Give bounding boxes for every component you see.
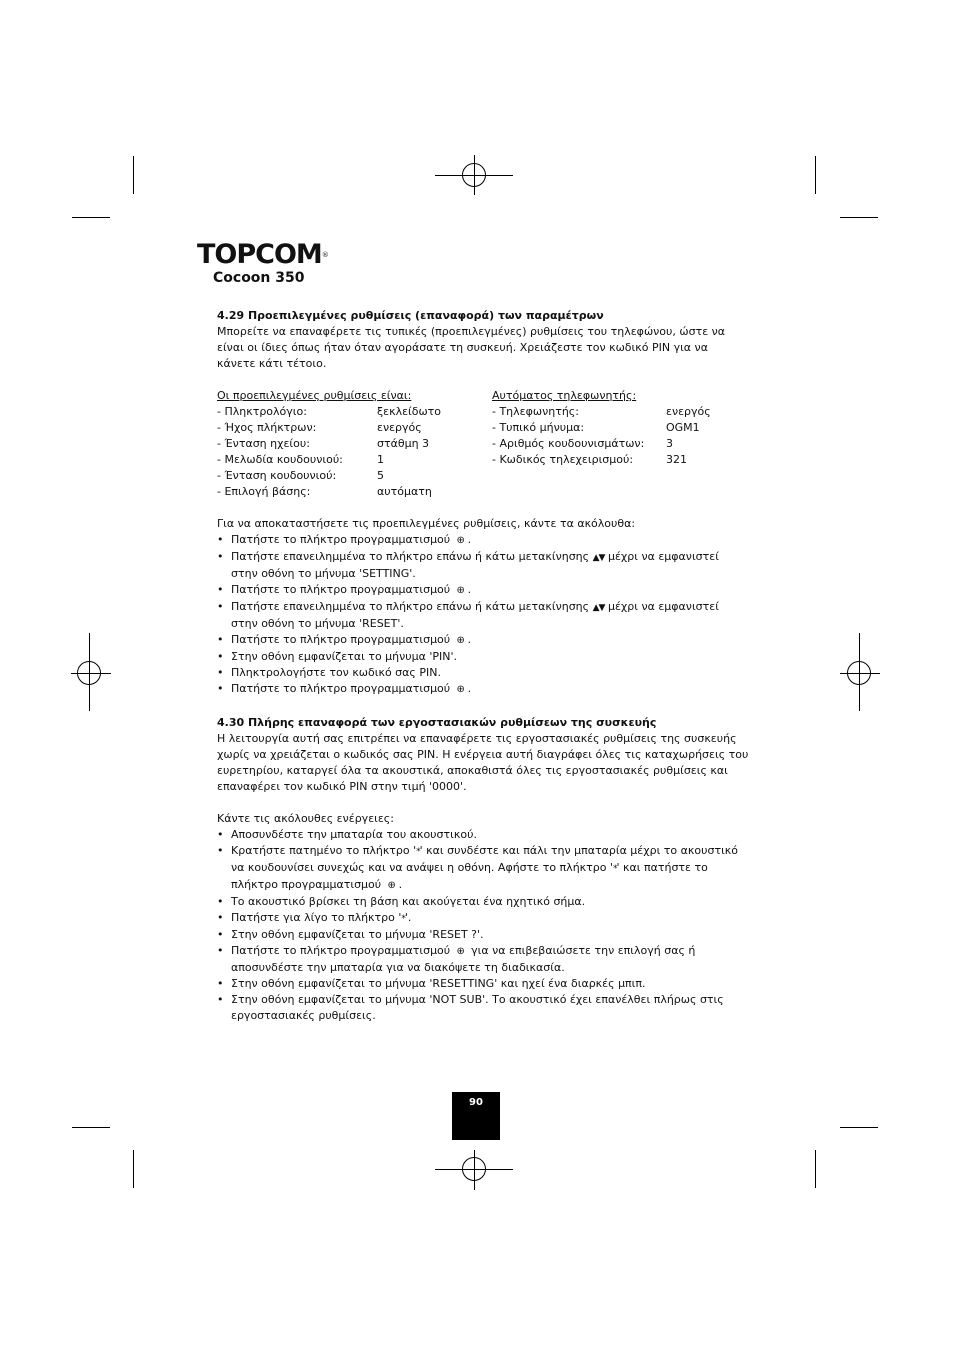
program-key-icon: ⊕ [456,635,465,646]
list-item: • Το ακουστικό βρίσκει τη βάση και ακούγεται ένα ηχητικό σήμα. [217,894,757,910]
setting-key: - Κωδικός τηλεχειρισμού: [492,453,634,466]
setting-key: - Ήχος πλήκτρων: [217,421,317,434]
list-item: • Πατήστε το πλήκτρο προγραμματισμού ⊕ . [217,681,757,698]
paragraph-line: επαναφέρει τον κωδικό PIN στην τιμή '0000'. [217,780,467,793]
setting-key: - Αριθμός κουδουνισμάτων: [492,437,645,450]
program-key-icon: ⊕ [456,946,465,957]
list-item: • Πατήστε για λίγο το πλήκτρο '*'. [217,910,757,927]
program-key-icon: ⊕ [456,684,465,695]
list-item: • Στην οθόνη εμφανίζεται το μήνυμα 'NOT SUB'. Το ακουστικό έχει επανέλθει πλήρως στις εργοστασιακές ρυθμίσεις. [217,992,757,1024]
setting-value: 1 [377,453,384,466]
list-item: • Πατήστε επανειλημμένα το πλήκτρο επάνω ή κάτω μετακίνησης ▲▼ μέχρι να εμφανιστεί στην οθόνη το μήνυμα 'SETTING'. [217,549,757,582]
setting-row [217,420,492,436]
setting-value: 321 [666,453,687,466]
crop-mark [133,156,134,194]
setting-row [217,452,492,468]
star-key-icon: * [416,847,420,857]
setting-row [492,404,711,420]
program-key-icon: ⊕ [456,585,465,596]
model-name: Cocoon 350 [213,270,305,286]
crop-mark [840,217,878,218]
defaults-column [217,388,492,500]
setting-key: - Ένταση κουδουνιού: [217,469,337,482]
setting-row [217,436,492,452]
crop-mark [133,1150,134,1188]
list-item: • Πατήστε το πλήκτρο προγραμματισμού ⊕ . [217,532,757,549]
setting-row [217,484,492,500]
up-down-arrow-keys-icon: ▲▼ [592,553,605,563]
brand-logo [197,240,328,270]
setting-row [217,468,492,484]
setting-value: 5 [377,469,384,482]
answering-machine-heading: Αυτόματος τηλεφωνητής: [492,389,637,402]
setting-value: 3 [666,437,673,450]
registered-mark: ® [321,251,328,259]
setting-row [492,420,711,436]
steps-intro: Για να αποκαταστήσετε τις προεπιλεγμένες ρυθμίσεις, κάντε τα ακόλουθα: [217,517,636,530]
list-item: • Πατήστε το πλήκτρο προγραμματισμού ⊕ . [217,632,757,649]
steps-list [217,827,757,1024]
list-item: • Αποσυνδέστε την μπαταρία του ακουστικού. [217,827,757,843]
crop-mark [815,156,816,194]
setting-key: - Επιλογή βάσης: [217,485,311,498]
star-key-icon: * [613,864,617,874]
list-item: • Στην οθόνη εμφανίζεται το μήνυμα 'RESET ?'. [217,927,757,943]
section-title: 4.29 Προεπιλεγμένες ρυθμίσεις (επαναφορά) των παραμέτρων [217,309,604,322]
setting-key: - Ένταση ηχείου: [217,437,310,450]
crop-mark [815,1150,816,1188]
answering-machine-column [492,388,711,500]
crop-mark [840,1127,878,1128]
list-item: • Πατήστε επανειλημμένα το πλήκτρο επάνω ή κάτω μετακίνησης ▲▼ μέχρι να εμφανιστεί στην οθόνη το μήνυμα 'RESET'. [217,599,757,632]
crop-mark [72,217,110,218]
setting-row [492,452,711,468]
steps-list [217,532,757,698]
setting-key: - Μελωδία κουδουνιού: [217,453,343,466]
setting-value: ενεργός [666,405,711,418]
setting-value: αυτόματη [377,485,432,498]
page-number: 90 [452,1092,500,1140]
star-key-icon: * [401,914,405,924]
setting-value: ξεκλείδωτο [377,405,442,418]
list-item: • Στην οθόνη εμφανίζεται το μήνυμα 'PIN'. [217,649,757,665]
page-content [217,308,757,1024]
list-item: • Στην οθόνη εμφανίζεται το μήνυμα 'RESETTING' και ηχεί ένα διαρκές μπιπ. [217,976,757,992]
paragraph-line: είναι οι ίδιες όπως ήταν όταν αγοράσατε τη συσκευή. Χρειάζεστε τον κωδικό PIN για να [217,341,708,354]
default-settings-table [217,388,757,500]
crop-mark [72,1127,110,1128]
setting-key: - Πληκτρολόγιο: [217,405,307,418]
list-item: • Πατήστε το πλήκτρο προγραμματισμού ⊕ για να επιβεβαιώσετε την επιλογή σας ή αποσυνδέστε την μπαταρία για να διακόψετε τη διαδικασία. [217,943,757,976]
program-key-icon: ⊕ [387,880,396,891]
paragraph-line: Μπορείτε να επαναφέρετε τις τυπικές (προεπιλεγμένες) ρυθμίσεις του τηλεφώνου, ώστε να [217,325,726,338]
list-item: • Πληκτρολογήστε τον κωδικό σας PIN. [217,665,757,681]
section-title: 4.30 Πλήρης επαναφορά των εργοστασιακών ρυθμίσεων της συσκευής [217,716,657,729]
up-down-arrow-keys-icon: ▲▼ [592,603,605,613]
program-key-icon: ⊕ [456,535,465,546]
steps-intro: Κάντε τις ακόλουθες ενέργειες: [217,812,394,825]
setting-value: OGM1 [666,421,700,434]
paragraph-line: χωρίς να χρειάζεται ο κωδικός σας PIN. Η ενέργεια αυτή διαγράφει όλες τις καταχωρήσεις του [217,748,749,761]
setting-key: - Τηλεφωνητής: [492,405,579,418]
setting-key: - Τυπικό μήνυμα: [492,421,585,434]
paragraph-line: κάνετε κάτι τέτοιο. [217,357,327,370]
list-item: • Πατήστε το πλήκτρο προγραμματισμού ⊕ . [217,582,757,599]
paragraph-line: Η λειτουργία αυτή σας επιτρέπει να επαναφέρετε τις εργοστασιακές ρυθμίσεις της συσκευής [217,732,737,745]
setting-row [217,404,492,420]
paragraph-line: ευρετηρίου, καταργεί όλα τα ακουστικά, αποκαθιστά όλες τις εργοστασιακές ρυθμίσεις και [217,764,728,777]
setting-value: ενεργός [377,421,422,434]
logo-text: TOPCOM [197,239,322,270]
setting-row [492,436,711,452]
setting-value: στάθμη 3 [377,437,430,450]
defaults-heading: Οι προεπιλεγμένες ρυθμίσεις είναι: [217,389,412,402]
list-item: • Κρατήστε πατημένο το πλήκτρο '*' και συνδέστε και πάλι την μπαταρία μέχρι το ακουστικό να κουδουνίσει συνεχώς και να ανάψει η οθόνη. Αφήστε το πλήκτρο '*' και πατήστε το πλήκτρο προγραμματισμού ⊕ . [217,843,757,894]
